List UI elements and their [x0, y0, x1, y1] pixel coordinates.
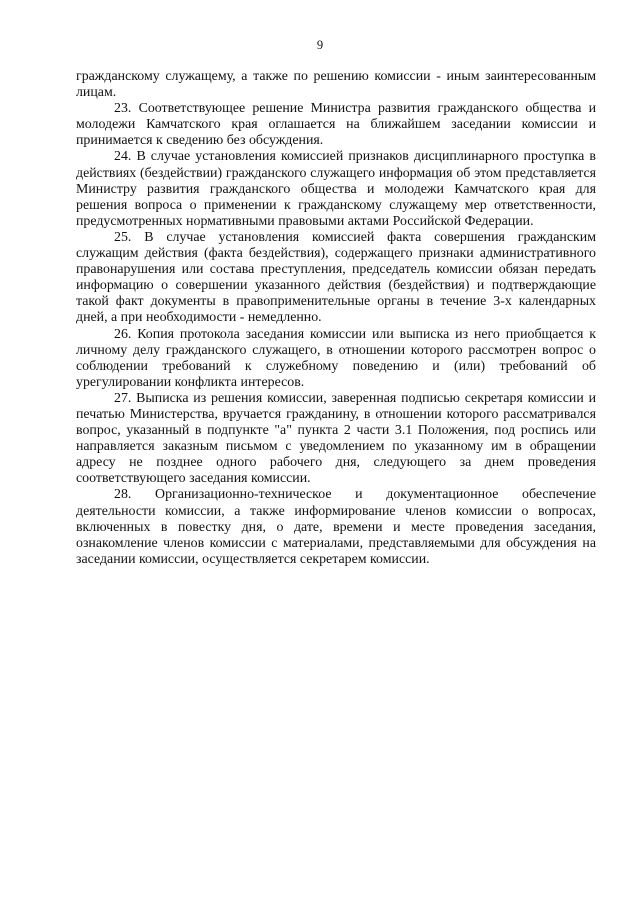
page-number: 9 — [316, 38, 324, 52]
paragraph-23: 23. Соответствующее решение Министра развития гражданского общества и молодежи Камчатского края оглашается на ближайшем заседании комиссии и принимается к сведению без обсуждения. — [76, 101, 596, 149]
paragraph-26: 26. Копия протокола заседания комиссии или выписка из него приобщается к личному делу гражданского служащего, в отношении которого рассмотрен вопрос о соблюдении требований к служебному поведению и (или) требований об урегулировании конфликта интересов. — [76, 326, 596, 390]
document-body — [76, 69, 596, 568]
paragraph-continuation: гражданскому служащему, а также по решению комиссии - иным заинтересованным лицам. — [76, 69, 596, 101]
paragraph-25: 25. В случае установления комиссией факта совершения гражданским служащим действия (факта бездействия), содержащего признаки административного правонарушения или состава преступления, председатель комиссии обязан передать информацию о совершении указанного действия (бездействия) и подтверждающие такой факт документы в правоприменительные органы в течение 3-х календарных дней, а при необходимости - немедленно. — [76, 229, 596, 326]
paragraph-28: 28. Организационно-техническое и документационное обеспечение деятельности комиссии, а также информирование членов комиссии о вопросах, включенных в повестку дня, о дате, времени и месте проведения заседания, ознакомление членов комиссии с материалами, представляемыми для обсуждения на заседании комиссии, осуществляется секретарем комиссии. — [76, 487, 596, 567]
paragraph-27: 27. Выписка из решения комиссии, заверенная подписью секретаря комиссии и печатью Министерства, вручается гражданину, в отношении которого рассматривался вопрос, указанный в подпункте "а" пункта 2 части 3.1 Положения, под роспись или направляется заказным письмом с уведомлением по указанному им в обращении адресу не позднее одного рабочего дня, следующего за днем проведения соответствующего заседания комиссии. — [76, 390, 596, 487]
paragraph-24: 24. В случае установления комиссией признаков дисциплинарного проступка в действиях (бездействии) гражданского служащего информация об этом представляется Министру развития гражданского общества и молодежи Камчатского края для решения вопроса о применении к гражданскому служащему мер ответственности, предусмотренных нормативными правовыми актами Российской Федерации. — [76, 149, 596, 229]
